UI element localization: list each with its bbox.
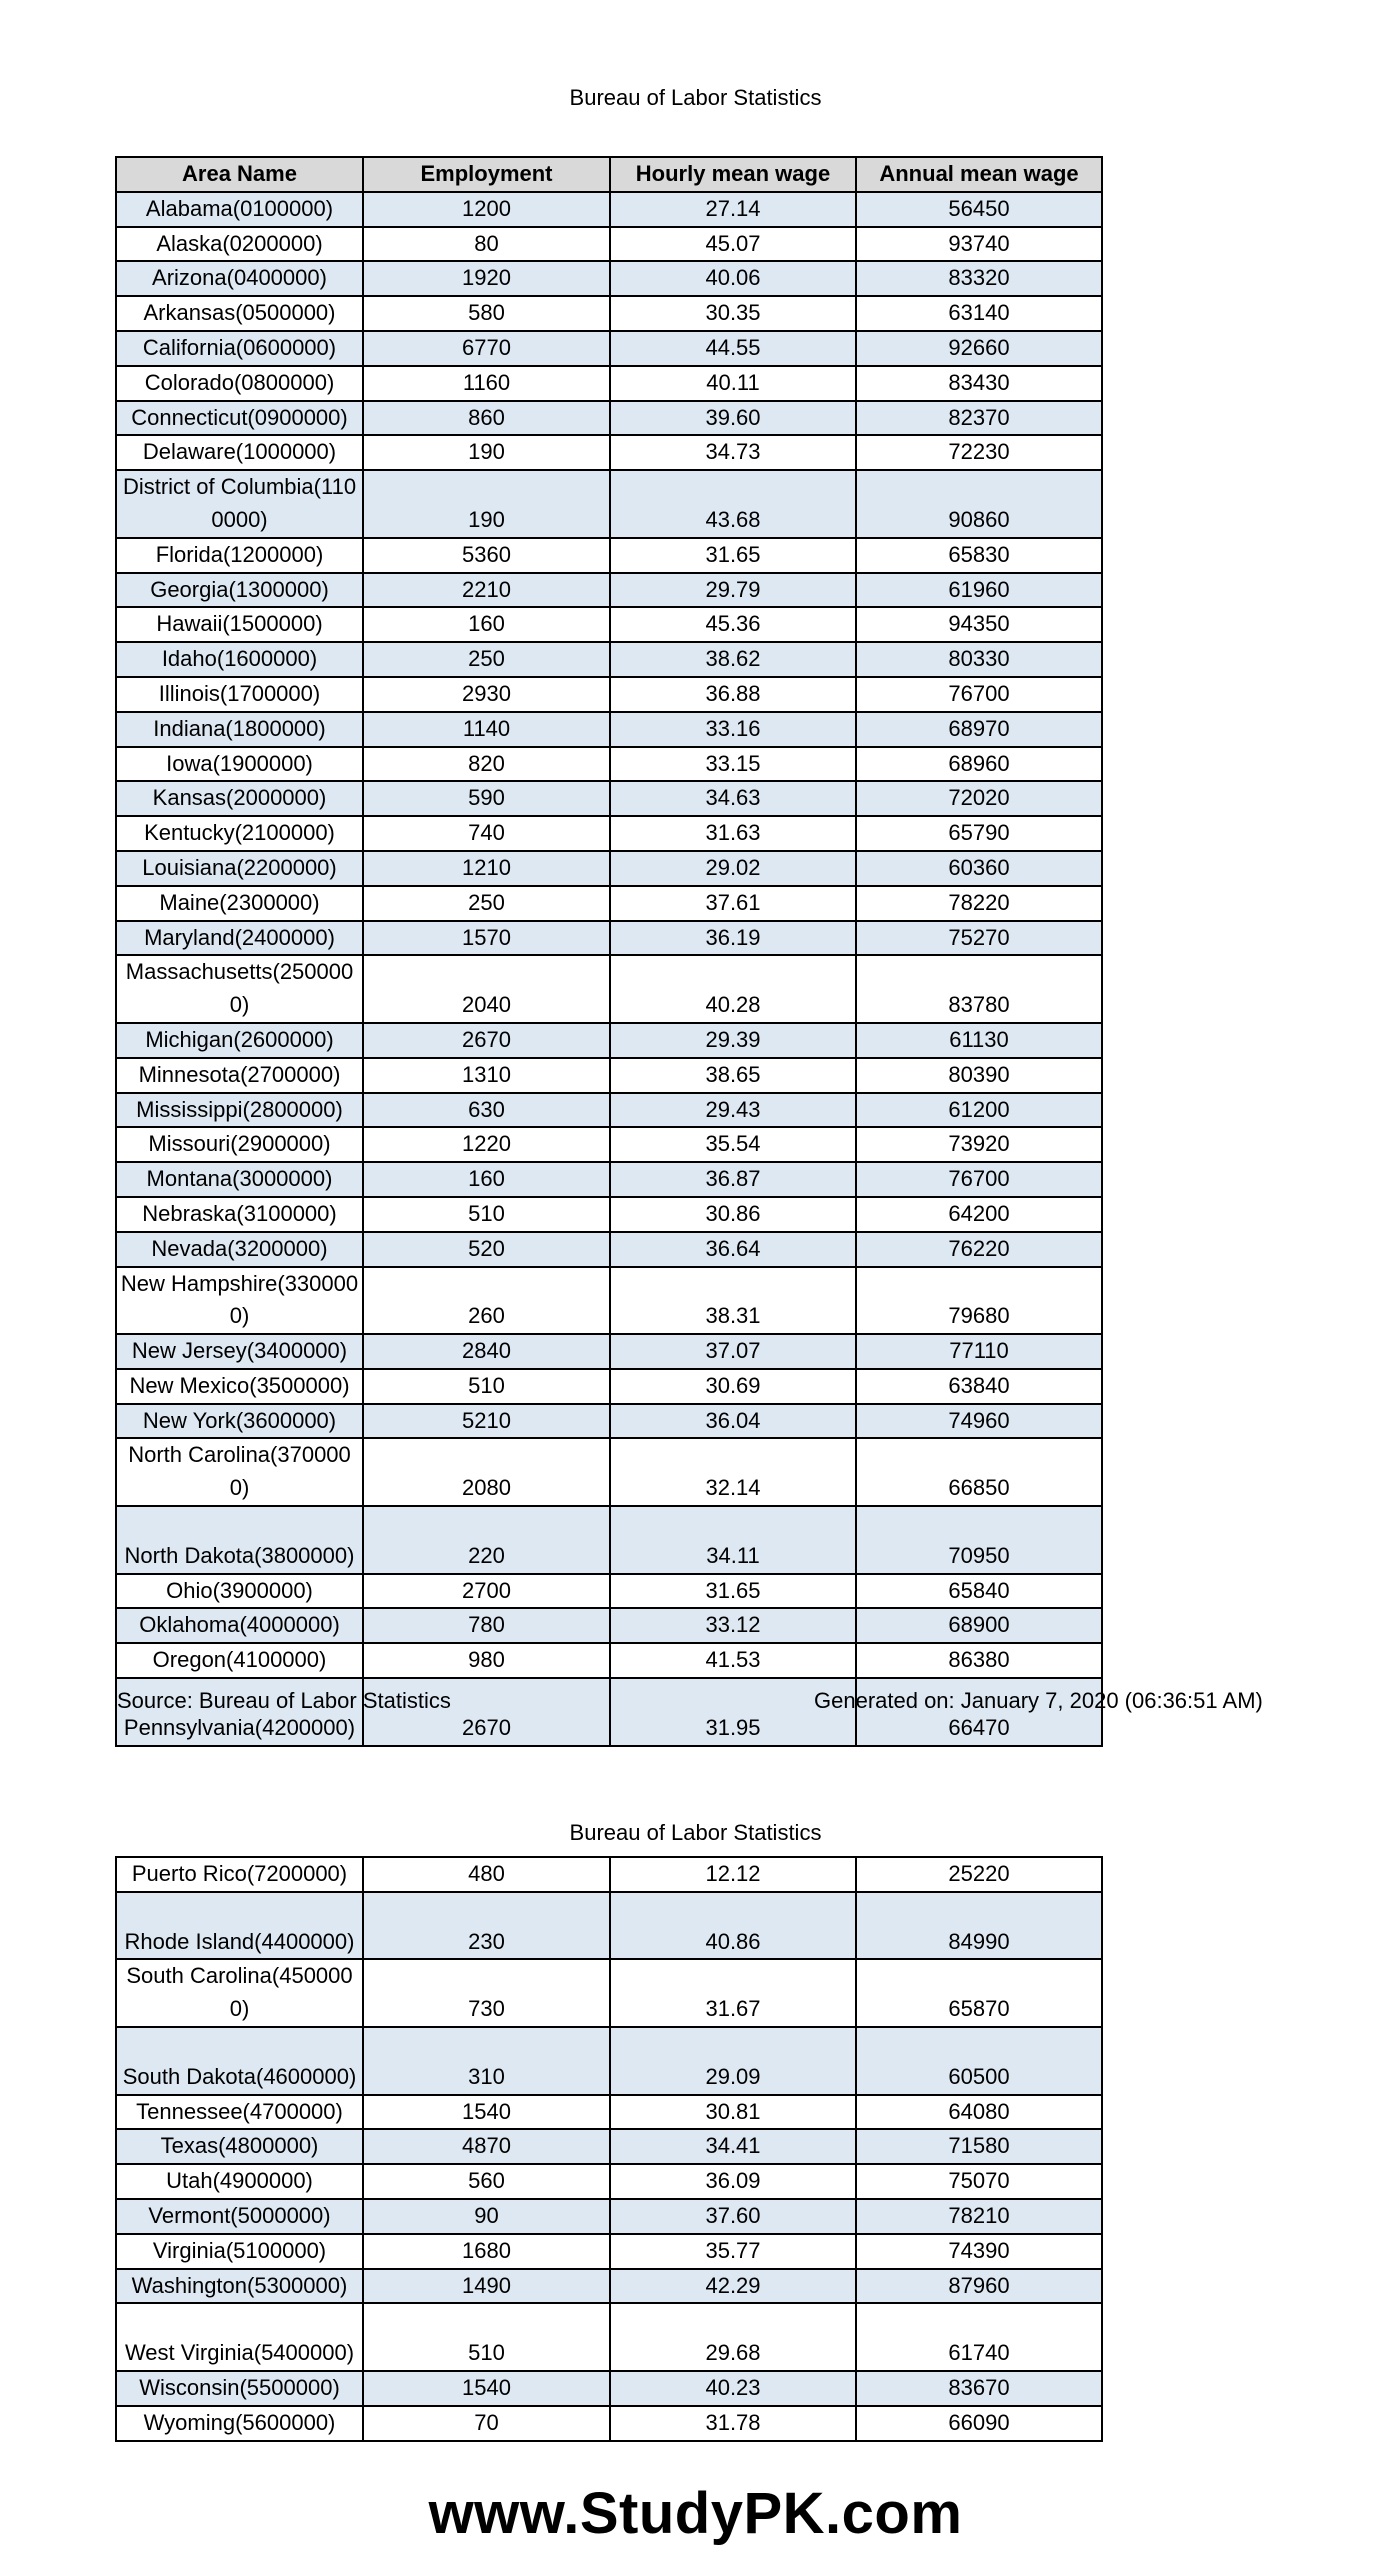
cell-annual-mean-wage: 93740 [856,227,1102,262]
cell-hourly-mean-wage: 33.12 [610,1608,856,1643]
cell-employment: 1540 [363,2371,610,2406]
cell-employment: 250 [363,886,610,921]
cell-annual-mean-wage: 74960 [856,1404,1102,1439]
cell-area-name: West Virginia(5400000) [116,2303,363,2371]
cell-hourly-mean-wage: 31.63 [610,816,856,851]
cell-employment: 1200 [363,192,610,227]
table-row [116,1369,1102,1404]
cell-annual-mean-wage: 94350 [856,607,1102,642]
cell-employment: 980 [363,1643,610,1678]
cell-area-name: Iowa(1900000) [116,747,363,782]
cell-annual-mean-wage: 63140 [856,296,1102,331]
cell-hourly-mean-wage: 37.61 [610,886,856,921]
header-employment: Employment [363,157,610,192]
table-row [116,851,1102,886]
cell-area-name: Tennessee(4700000) [116,2095,363,2130]
cell-employment: 1310 [363,1058,610,1093]
cell-annual-mean-wage: 80330 [856,642,1102,677]
source-note: Source: Bureau of Labor Statistics [117,1688,451,1713]
table-row [116,1127,1102,1162]
cell-employment: 480 [363,1857,610,1892]
cell-area-name: Arizona(0400000) [116,261,363,296]
generated-timestamp: Generated on: January 7, 2020 (06:36:51 AM) [814,1688,1263,1713]
table-row [116,2027,1102,2095]
table-row [116,747,1102,782]
cell-employment: 160 [363,607,610,642]
cell-employment: 1490 [363,2269,610,2304]
table-row [116,1162,1102,1197]
cell-hourly-mean-wage: 37.07 [610,1334,856,1369]
cell-area-name: Indiana(1800000) [116,712,363,747]
cell-annual-mean-wage: 83780 [856,955,1102,1023]
table-row [116,1404,1102,1439]
cell-area-name: Connecticut(0900000) [116,401,363,436]
header-area-name: Area Name [116,157,363,192]
cell-annual-mean-wage: 83430 [856,366,1102,401]
cell-area-name: New Hampshire(3300000) [116,1267,363,1335]
cell-hourly-mean-wage: 29.09 [610,2027,856,2095]
cell-area-name: Minnesota(2700000) [116,1058,363,1093]
cell-area-name: Texas(4800000) [116,2129,363,2164]
table-row [116,1438,1102,1506]
cell-annual-mean-wage: 63840 [856,1369,1102,1404]
cell-hourly-mean-wage: 36.88 [610,677,856,712]
wage-table-page-2 [115,1856,1103,2442]
table-row [116,2164,1102,2199]
table-row [116,1574,1102,1609]
table-row [116,1058,1102,1093]
cell-annual-mean-wage: 75270 [856,921,1102,956]
cell-area-name: Louisiana(2200000) [116,851,363,886]
cell-annual-mean-wage: 72230 [856,435,1102,470]
cell-hourly-mean-wage: 30.86 [610,1197,856,1232]
table-row [116,2129,1102,2164]
cell-employment: 580 [363,296,610,331]
cell-hourly-mean-wage: 34.41 [610,2129,856,2164]
cell-area-name: Maryland(2400000) [116,921,363,956]
table-row [116,1232,1102,1267]
cell-employment: 1570 [363,921,610,956]
cell-area-name: Wyoming(5600000) [116,2406,363,2441]
cell-employment: 820 [363,747,610,782]
cell-hourly-mean-wage: 37.60 [610,2199,856,2234]
cell-employment: 2210 [363,573,610,608]
cell-hourly-mean-wage: 34.63 [610,781,856,816]
cell-hourly-mean-wage: 38.65 [610,1058,856,1093]
cell-employment: 2670 [363,1023,610,1058]
table-row [116,1023,1102,1058]
cell-employment: 310 [363,2027,610,2095]
cell-annual-mean-wage: 65840 [856,1574,1102,1609]
cell-hourly-mean-wage: 30.81 [610,2095,856,2130]
cell-area-name: New Mexico(3500000) [116,1369,363,1404]
cell-employment: 1210 [363,851,610,886]
cell-annual-mean-wage: 68900 [856,1608,1102,1643]
table-body [116,192,1102,1746]
cell-area-name: South Dakota(4600000) [116,2027,363,2095]
cell-area-name: Puerto Rico(7200000) [116,1857,363,1892]
table-row [116,921,1102,956]
cell-hourly-mean-wage: 31.65 [610,1574,856,1609]
cell-hourly-mean-wage: 38.62 [610,642,856,677]
cell-hourly-mean-wage: 36.09 [610,2164,856,2199]
table-row [116,366,1102,401]
cell-employment: 220 [363,1506,610,1574]
cell-annual-mean-wage: 56450 [856,192,1102,227]
cell-area-name: South Carolina(4500000) [116,1959,363,2027]
table-row [116,470,1102,538]
page-title: Bureau of Labor Statistics [569,85,822,110]
table-row [116,1892,1102,1960]
cell-annual-mean-wage: 61960 [856,573,1102,608]
table-body [116,1857,1102,2441]
cell-hourly-mean-wage: 40.06 [610,261,856,296]
table-row [116,296,1102,331]
cell-employment: 510 [363,2303,610,2371]
cell-hourly-mean-wage: 45.36 [610,607,856,642]
cell-annual-mean-wage: 64200 [856,1197,1102,1232]
cell-employment: 160 [363,1162,610,1197]
cell-annual-mean-wage: 87960 [856,2269,1102,2304]
cell-hourly-mean-wage: 31.78 [610,2406,856,2441]
table-row [116,712,1102,747]
cell-area-name: Maine(2300000) [116,886,363,921]
cell-annual-mean-wage: 61740 [856,2303,1102,2371]
cell-area-name: North Carolina(3700000) [116,1438,363,1506]
wage-table-page-1 [115,156,1103,1747]
cell-annual-mean-wage: 76220 [856,1232,1102,1267]
cell-hourly-mean-wage: 40.86 [610,1892,856,1960]
cell-annual-mean-wage: 92660 [856,331,1102,366]
cell-annual-mean-wage: 90860 [856,470,1102,538]
cell-hourly-mean-wage: 34.73 [610,435,856,470]
cell-annual-mean-wage: 76700 [856,1162,1102,1197]
table-row [116,1267,1102,1335]
cell-employment: 1220 [363,1127,610,1162]
cell-employment: 2040 [363,955,610,1023]
cell-employment: 5210 [363,1404,610,1439]
cell-area-name: New York(3600000) [116,1404,363,1439]
cell-annual-mean-wage: 60500 [856,2027,1102,2095]
cell-area-name: District of Columbia(1100000) [116,470,363,538]
table-row [116,642,1102,677]
cell-area-name: Pennsylvania(4200000) [116,1678,363,1746]
cell-annual-mean-wage: 60360 [856,851,1102,886]
cell-hourly-mean-wage: 31.67 [610,1959,856,2027]
cell-hourly-mean-wage: 29.79 [610,573,856,608]
table-row [116,2199,1102,2234]
cell-annual-mean-wage: 83670 [856,2371,1102,2406]
cell-hourly-mean-wage: 31.95 [610,1678,856,1746]
cell-area-name: Kansas(2000000) [116,781,363,816]
table-header-row [116,157,1102,192]
cell-annual-mean-wage: 65790 [856,816,1102,851]
cell-annual-mean-wage: 84990 [856,1892,1102,1960]
cell-employment: 1160 [363,366,610,401]
header-annual-mean-wage: Annual mean wage [856,157,1102,192]
table-row [116,538,1102,573]
cell-employment: 80 [363,227,610,262]
cell-hourly-mean-wage: 35.77 [610,2234,856,2269]
cell-employment: 520 [363,1232,610,1267]
cell-area-name: Michigan(2600000) [116,1023,363,1058]
table-row [116,2303,1102,2371]
cell-hourly-mean-wage: 29.68 [610,2303,856,2371]
cell-hourly-mean-wage: 32.14 [610,1438,856,1506]
cell-hourly-mean-wage: 40.11 [610,366,856,401]
cell-hourly-mean-wage: 45.07 [610,227,856,262]
cell-area-name: Montana(3000000) [116,1162,363,1197]
cell-area-name: Washington(5300000) [116,2269,363,2304]
studypk-watermark: www.StudyPK.com [428,2481,963,2546]
cell-area-name: Wisconsin(5500000) [116,2371,363,2406]
cell-employment: 190 [363,435,610,470]
cell-employment: 630 [363,1093,610,1128]
cell-area-name: Alaska(0200000) [116,227,363,262]
cell-annual-mean-wage: 70950 [856,1506,1102,1574]
page-title-continued: Bureau of Labor Statistics [569,1820,822,1845]
cell-hourly-mean-wage: 29.39 [610,1023,856,1058]
cell-employment: 1920 [363,261,610,296]
cell-employment: 2840 [363,1334,610,1369]
cell-annual-mean-wage: 86380 [856,1643,1102,1678]
table-row [116,677,1102,712]
cell-employment: 590 [363,781,610,816]
table-row [116,192,1102,227]
cell-hourly-mean-wage: 36.87 [610,1162,856,1197]
cell-employment: 510 [363,1197,610,1232]
cell-hourly-mean-wage: 39.60 [610,401,856,436]
cell-area-name: Nebraska(3100000) [116,1197,363,1232]
cell-employment: 4870 [363,2129,610,2164]
cell-employment: 6770 [363,331,610,366]
cell-annual-mean-wage: 61130 [856,1023,1102,1058]
cell-hourly-mean-wage: 36.64 [610,1232,856,1267]
cell-area-name: Rhode Island(4400000) [116,1892,363,1960]
cell-area-name: Colorado(0800000) [116,366,363,401]
cell-area-name: Kentucky(2100000) [116,816,363,851]
cell-employment: 860 [363,401,610,436]
cell-annual-mean-wage: 82370 [856,401,1102,436]
cell-employment: 2670 [363,1678,610,1746]
cell-employment: 260 [363,1267,610,1335]
cell-annual-mean-wage: 66850 [856,1438,1102,1506]
cell-hourly-mean-wage: 29.02 [610,851,856,886]
cell-area-name: Illinois(1700000) [116,677,363,712]
cell-area-name: Hawaii(1500000) [116,607,363,642]
table-row [116,1608,1102,1643]
cell-annual-mean-wage: 66470 [856,1678,1102,1746]
cell-area-name: Arkansas(0500000) [116,296,363,331]
cell-area-name: Massachusetts(2500000) [116,955,363,1023]
cell-hourly-mean-wage: 40.23 [610,2371,856,2406]
table-row [116,607,1102,642]
cell-employment: 510 [363,1369,610,1404]
cell-employment: 230 [363,1892,610,1960]
table-row [116,1334,1102,1369]
cell-area-name: Idaho(1600000) [116,642,363,677]
cell-annual-mean-wage: 71580 [856,2129,1102,2164]
cell-annual-mean-wage: 65870 [856,1959,1102,2027]
cell-hourly-mean-wage: 44.55 [610,331,856,366]
cell-hourly-mean-wage: 43.68 [610,470,856,538]
table-row [116,1643,1102,1678]
table-row [116,2234,1102,2269]
cell-area-name: Oklahoma(4000000) [116,1608,363,1643]
cell-area-name: California(0600000) [116,331,363,366]
table-row [116,2406,1102,2441]
cell-employment: 1540 [363,2095,610,2130]
cell-area-name: Virginia(5100000) [116,2234,363,2269]
table-row [116,1506,1102,1574]
cell-employment: 2700 [363,1574,610,1609]
cell-annual-mean-wage: 68970 [856,712,1102,747]
cell-annual-mean-wage: 76700 [856,677,1102,712]
cell-employment: 90 [363,2199,610,2234]
cell-area-name: Nevada(3200000) [116,1232,363,1267]
cell-hourly-mean-wage: 35.54 [610,1127,856,1162]
cell-employment: 70 [363,2406,610,2441]
cell-annual-mean-wage: 74390 [856,2234,1102,2269]
cell-area-name: Missouri(2900000) [116,1127,363,1162]
cell-area-name: Delaware(1000000) [116,435,363,470]
cell-employment: 560 [363,2164,610,2199]
cell-employment: 190 [363,470,610,538]
cell-employment: 1680 [363,2234,610,2269]
table-row [116,1197,1102,1232]
table-row [116,2371,1102,2406]
cell-hourly-mean-wage: 30.35 [610,296,856,331]
cell-annual-mean-wage: 72020 [856,781,1102,816]
table-row [116,227,1102,262]
table-row [116,1093,1102,1128]
cell-employment: 2930 [363,677,610,712]
table-row [116,261,1102,296]
cell-employment: 250 [363,642,610,677]
cell-annual-mean-wage: 65830 [856,538,1102,573]
cell-hourly-mean-wage: 40.28 [610,955,856,1023]
cell-annual-mean-wage: 64080 [856,2095,1102,2130]
cell-hourly-mean-wage: 36.04 [610,1404,856,1439]
cell-hourly-mean-wage: 29.43 [610,1093,856,1128]
cell-employment: 2080 [363,1438,610,1506]
cell-area-name: Oregon(4100000) [116,1643,363,1678]
cell-employment: 780 [363,1608,610,1643]
table-row [116,955,1102,1023]
cell-hourly-mean-wage: 31.65 [610,538,856,573]
cell-employment: 1140 [363,712,610,747]
table-row [116,435,1102,470]
cell-hourly-mean-wage: 34.11 [610,1506,856,1574]
table-row [116,1857,1102,1892]
cell-annual-mean-wage: 25220 [856,1857,1102,1892]
cell-hourly-mean-wage: 12.12 [610,1857,856,1892]
table-row [116,401,1102,436]
cell-area-name: Vermont(5000000) [116,2199,363,2234]
cell-hourly-mean-wage: 33.15 [610,747,856,782]
cell-employment: 740 [363,816,610,851]
cell-area-name: Ohio(3900000) [116,1574,363,1609]
cell-hourly-mean-wage: 41.53 [610,1643,856,1678]
cell-area-name: Florida(1200000) [116,538,363,573]
table-row [116,886,1102,921]
cell-annual-mean-wage: 66090 [856,2406,1102,2441]
cell-employment: 730 [363,1959,610,2027]
header-hourly-mean-wage: Hourly mean wage [610,157,856,192]
cell-hourly-mean-wage: 38.31 [610,1267,856,1335]
cell-hourly-mean-wage: 42.29 [610,2269,856,2304]
table-row [116,2095,1102,2130]
cell-area-name: Alabama(0100000) [116,192,363,227]
table-row [116,781,1102,816]
cell-hourly-mean-wage: 36.19 [610,921,856,956]
cell-annual-mean-wage: 78210 [856,2199,1102,2234]
cell-area-name: Georgia(1300000) [116,573,363,608]
table-row [116,1959,1102,2027]
cell-annual-mean-wage: 73920 [856,1127,1102,1162]
table-row [116,2269,1102,2304]
table-row [116,331,1102,366]
cell-area-name: New Jersey(3400000) [116,1334,363,1369]
cell-area-name: Mississippi(2800000) [116,1093,363,1128]
cell-annual-mean-wage: 79680 [856,1267,1102,1335]
table-row [116,573,1102,608]
cell-area-name: North Dakota(3800000) [116,1506,363,1574]
cell-hourly-mean-wage: 27.14 [610,192,856,227]
cell-annual-mean-wage: 68960 [856,747,1102,782]
cell-hourly-mean-wage: 30.69 [610,1369,856,1404]
cell-hourly-mean-wage: 33.16 [610,712,856,747]
cell-annual-mean-wage: 78220 [856,886,1102,921]
cell-annual-mean-wage: 80390 [856,1058,1102,1093]
cell-annual-mean-wage: 83320 [856,261,1102,296]
cell-area-name: Utah(4900000) [116,2164,363,2199]
cell-annual-mean-wage: 61200 [856,1093,1102,1128]
cell-annual-mean-wage: 75070 [856,2164,1102,2199]
cell-annual-mean-wage: 77110 [856,1334,1102,1369]
table-row [116,816,1102,851]
cell-employment: 5360 [363,538,610,573]
